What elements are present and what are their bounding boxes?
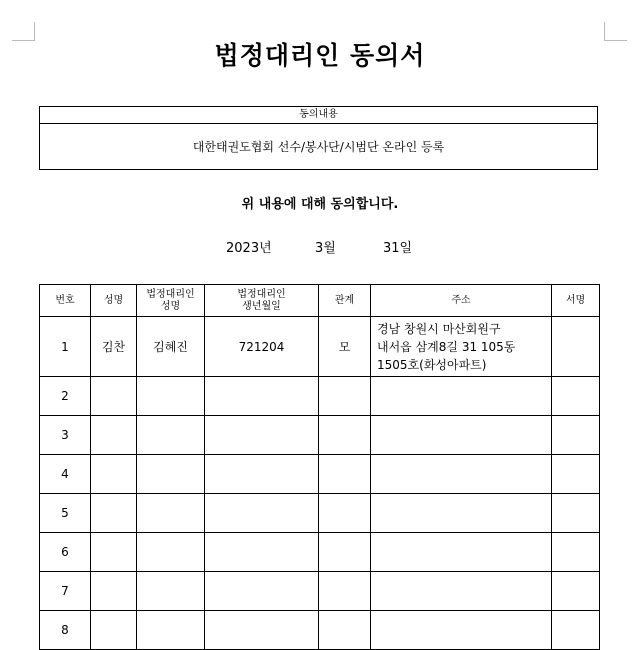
cell-guardian-name[interactable]	[137, 377, 205, 416]
header-relation: 관계	[319, 285, 371, 317]
agreement-statement: 위 내용에 대해 동의합니다.	[241, 197, 399, 212]
cell-guardian-birth[interactable]	[205, 377, 319, 416]
cell-guardian-birth[interactable]	[205, 455, 319, 494]
date-month: 3월	[315, 241, 336, 256]
cell-address[interactable]	[371, 611, 552, 650]
guardian-table	[39, 284, 600, 650]
cell-address[interactable]	[371, 377, 552, 416]
cell-signature[interactable]	[552, 455, 600, 494]
cell-number: 8	[40, 611, 91, 650]
cell-number: 2	[40, 377, 91, 416]
cell-name[interactable]	[91, 611, 137, 650]
cell-address[interactable]: 경남 창원시 마산회원구 내서읍 삼계8길 31 105동 1505호(화성아파트)	[371, 317, 552, 377]
cell-relation[interactable]	[319, 494, 371, 533]
consent-box	[39, 106, 598, 170]
header-signature: 서명	[552, 285, 600, 317]
header-guardian-birth: 법정대리인 생년월일	[205, 285, 319, 317]
cell-name[interactable]	[91, 416, 137, 455]
cell-guardian-birth[interactable]	[205, 494, 319, 533]
header-guardian-name: 법정대리인 성명	[137, 285, 205, 317]
table-row	[40, 377, 600, 416]
cell-signature[interactable]	[552, 611, 600, 650]
cell-name[interactable]	[91, 455, 137, 494]
cell-number: 7	[40, 572, 91, 611]
cell-signature[interactable]	[552, 494, 600, 533]
table-row	[40, 455, 600, 494]
table-row	[40, 317, 600, 377]
cell-relation[interactable]: 모	[319, 317, 371, 377]
cell-signature[interactable]	[552, 572, 600, 611]
cell-guardian-name[interactable]: 김혜진	[137, 317, 205, 377]
cell-guardian-name[interactable]	[137, 572, 205, 611]
cell-guardian-name[interactable]	[137, 611, 205, 650]
table-header-row	[40, 285, 600, 317]
cell-address[interactable]	[371, 533, 552, 572]
cell-relation[interactable]	[319, 611, 371, 650]
cell-number: 6	[40, 533, 91, 572]
consent-box-content: 대한태권도협회 선수/봉사단/시범단 온라인 등록	[192, 140, 445, 154]
cell-number: 1	[40, 317, 91, 377]
cell-guardian-name[interactable]	[137, 494, 205, 533]
document-title: 법정대리인 동의서	[214, 41, 426, 70]
cell-number: 5	[40, 494, 91, 533]
cell-name[interactable]	[91, 377, 137, 416]
cell-guardian-birth[interactable]	[205, 611, 319, 650]
cell-name[interactable]	[91, 533, 137, 572]
cell-guardian-name[interactable]	[137, 455, 205, 494]
cell-number: 4	[40, 455, 91, 494]
header-address: 주소	[371, 285, 552, 317]
cell-signature[interactable]	[552, 317, 600, 377]
cell-relation[interactable]	[319, 416, 371, 455]
cell-address[interactable]	[371, 572, 552, 611]
cell-signature[interactable]	[552, 377, 600, 416]
cell-guardian-birth[interactable]	[205, 533, 319, 572]
table-row	[40, 416, 600, 455]
date-day: 31일	[383, 241, 413, 256]
cell-relation[interactable]	[319, 572, 371, 611]
cell-guardian-birth[interactable]: 721204	[205, 317, 319, 377]
cell-guardian-name[interactable]	[137, 533, 205, 572]
date-year: 2023년	[226, 241, 272, 256]
cell-guardian-birth[interactable]	[205, 572, 319, 611]
table-row	[40, 611, 600, 650]
cell-relation[interactable]	[319, 377, 371, 416]
cell-guardian-birth[interactable]	[205, 416, 319, 455]
cell-signature[interactable]	[552, 416, 600, 455]
cell-name[interactable]	[91, 494, 137, 533]
cell-address[interactable]	[371, 494, 552, 533]
table-row	[40, 572, 600, 611]
table-row	[40, 494, 600, 533]
cell-address[interactable]	[371, 455, 552, 494]
cell-guardian-name[interactable]	[137, 416, 205, 455]
header-name: 성명	[91, 285, 137, 317]
cell-name[interactable]	[91, 572, 137, 611]
cell-name[interactable]: 김찬	[91, 317, 137, 377]
cell-address[interactable]	[371, 416, 552, 455]
cell-relation[interactable]	[319, 533, 371, 572]
cell-signature[interactable]	[552, 533, 600, 572]
cell-number: 3	[40, 416, 91, 455]
table-row	[40, 533, 600, 572]
header-number: 번호	[40, 285, 91, 317]
cell-relation[interactable]	[319, 455, 371, 494]
consent-box-header: 동의내용	[40, 107, 597, 124]
